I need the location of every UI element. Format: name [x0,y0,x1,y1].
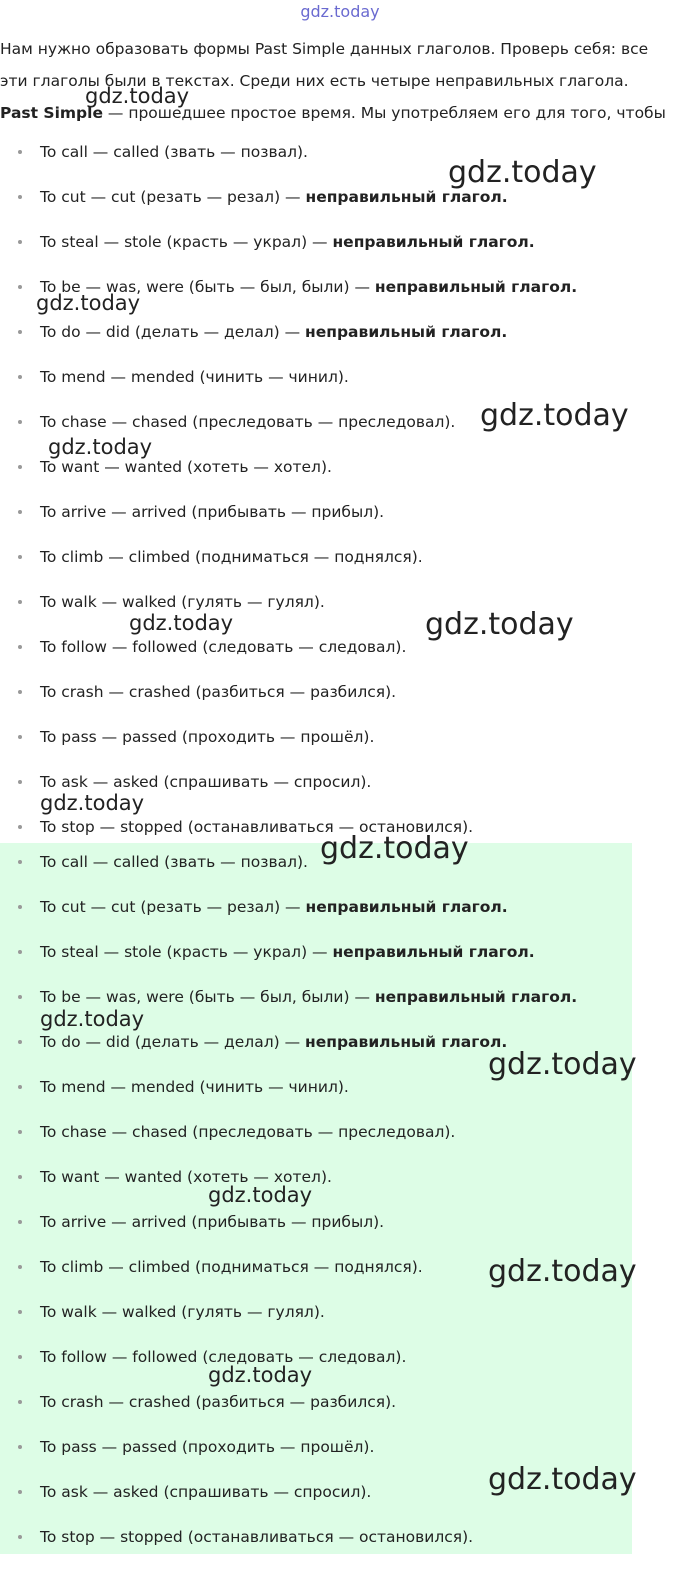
bullet-icon [18,555,22,559]
list-item [0,1348,680,1393]
bullet-icon [18,420,22,424]
watermark: gdz.today [320,831,469,866]
irregular-verb-note: неправильный глагол. [374,988,578,1006]
verb-forms: To call — called (звать — позвал). [40,853,308,871]
verb-forms: To be — was, were (быть — был, были) — [40,988,375,1006]
list-item [0,188,680,233]
verb-forms: To cut — cut (резать — резал) — [40,188,306,206]
verb-forms: To crash — crashed (разбиться — разбился). [40,1393,397,1411]
irregular-verb-note: неправильный глагол. [305,188,508,206]
bullet-icon [18,465,22,469]
verb-list-1 [0,143,680,863]
list-item [0,1303,680,1348]
bullet-icon [18,510,22,514]
watermark: gdz.today [208,1363,313,1387]
list-item [0,773,680,818]
list-item [0,988,680,1033]
bullet-icon [18,995,22,999]
list-item [0,143,680,188]
verb-forms: To call — called (звать — позвал). [40,143,308,161]
list-item [0,1438,680,1483]
bullet-icon [18,330,22,334]
watermark: gdz.today [129,611,234,635]
watermark: gdz.today [488,1047,637,1082]
verb-forms: To arrive — arrived (прибывать — прибыл). [40,503,385,521]
verb-list-2 [0,853,680,1573]
list-item [0,728,680,773]
bullet-icon [18,1490,22,1494]
verb-forms: To do — did (делать — делал) — [40,1033,306,1051]
list-item [0,1483,680,1528]
list-item [0,1033,680,1078]
definition-text: — прошедшее простое время. Мы употребляем его для того, чтобы [102,104,666,122]
list-item [0,233,680,278]
list-item [0,278,680,323]
verb-forms: To steal — stole (красть — украл) — [40,233,333,251]
past-simple-definition [0,104,680,122]
verb-forms: To crash — crashed (разбиться — разбился). [40,683,397,701]
verb-forms: To climb — climbed (подниматься — поднялся). [40,1258,423,1276]
verb-forms: To ask — asked (спрашивать — спросил). [40,1483,372,1501]
verb-forms: To steal — stole (красть — украл) — [40,943,333,961]
bullet-icon [18,1220,22,1224]
irregular-verb-note: неправильный глагол. [332,233,535,251]
bullet-icon [18,1400,22,1404]
list-item [0,943,680,988]
irregular-verb-note: неправильный глагол. [305,898,508,916]
definition-term: Past Simple [0,104,103,122]
bullet-icon [18,1130,22,1134]
verb-forms: To chase — chased (преследовать — преследовал). [40,1123,456,1141]
verb-forms: To climb — climbed (подниматься — поднялся). [40,548,423,566]
bullet-icon [18,905,22,909]
watermark: gdz.today [40,791,145,815]
list-item [0,413,680,458]
list-item [0,368,680,413]
watermark: gdz.today [208,1183,313,1207]
intro-line-1: Нам нужно образовать формы Past Simple данных глаголов. Проверь себя: все [0,40,649,58]
bullet-icon [18,150,22,154]
bullet-icon [18,1085,22,1089]
verb-forms: To stop — stopped (останавливаться — остановился). [40,1528,474,1546]
bullet-icon [18,645,22,649]
bullet-icon [18,285,22,289]
watermark: gdz.today [40,1007,145,1031]
bullet-icon [18,1445,22,1449]
list-item [0,853,680,898]
verb-forms: To ask — asked (спрашивать — спросил). [40,773,372,791]
list-item [0,323,680,368]
bullet-icon [18,195,22,199]
verb-forms: To mend — mended (чинить — чинил). [40,1078,349,1096]
list-item [0,1123,680,1168]
list-item [0,683,680,728]
verb-forms: To want — wanted (хотеть — хотел). [40,1168,332,1186]
bullet-icon [18,780,22,784]
irregular-verb-note: неправильный глагол. [305,323,508,341]
verb-forms: To walk — walked (гулять — гулял). [40,1303,325,1321]
irregular-verb-note: неправильный глагол. [374,278,578,296]
list-item [0,458,680,503]
verb-forms: To mend — mended (чинить — чинил). [40,368,349,386]
verb-forms: To walk — walked (гулять — гулял). [40,593,325,611]
list-item [0,1078,680,1123]
verb-forms: To want — wanted (хотеть — хотел). [40,458,332,476]
bullet-icon [18,1310,22,1314]
bullet-icon [18,690,22,694]
watermark: gdz.today [36,291,141,315]
watermark: gdz.today [425,607,574,642]
list-item [0,1393,680,1438]
verb-forms: To pass — passed (проходить — прошёл). [40,728,375,746]
verb-forms: To be — was, were (быть — был, были) — [40,278,375,296]
verb-forms: To pass — passed (проходить — прошёл). [40,1438,375,1456]
bullet-icon [18,860,22,864]
verb-forms: To stop — stopped (останавливаться — остановился). [40,818,474,836]
bullet-icon [18,1355,22,1359]
watermark: gdz.today [480,398,629,433]
intro-paragraph [0,33,680,97]
list-item [0,638,680,683]
irregular-verb-note: неправильный глагол. [305,1033,508,1051]
list-item [0,1168,680,1213]
bullet-icon [18,1265,22,1269]
list-item [0,503,680,548]
list-item [0,593,680,638]
bullet-icon [18,240,22,244]
bullet-icon [18,1175,22,1179]
watermark: gdz.today [488,1254,637,1289]
watermark: gdz.today [488,1462,637,1497]
intro-line-2: эти глаголы были в текстах. Среди них есть четыре неправильных глагола. [0,72,629,90]
verb-forms: To cut — cut (резать — резал) — [40,898,306,916]
irregular-verb-note: неправильный глагол. [332,943,535,961]
bullet-icon [18,1040,22,1044]
bullet-icon [18,825,22,829]
watermark: gdz.today [85,84,190,108]
bullet-icon [18,950,22,954]
verb-forms: To follow — followed (следовать — следовал). [40,638,407,656]
list-item [0,898,680,943]
bullet-icon [18,735,22,739]
watermark: gdz.today [48,435,153,459]
list-item [0,1528,680,1573]
verb-forms: To follow — followed (следовать — следовал). [40,1348,407,1366]
watermark: gdz.today [448,155,597,190]
list-item [0,548,680,593]
verb-forms: To do — did (делать — делал) — [40,323,306,341]
list-item [0,1258,680,1303]
bullet-icon [18,375,22,379]
list-item [0,1213,680,1258]
bullet-icon [18,600,22,604]
site-logo[interactable]: gdz.today [300,2,380,21]
bullet-icon [18,1535,22,1539]
verb-forms: To chase — chased (преследовать — преследовал). [40,413,456,431]
verb-forms: To arrive — arrived (прибывать — прибыл). [40,1213,385,1231]
